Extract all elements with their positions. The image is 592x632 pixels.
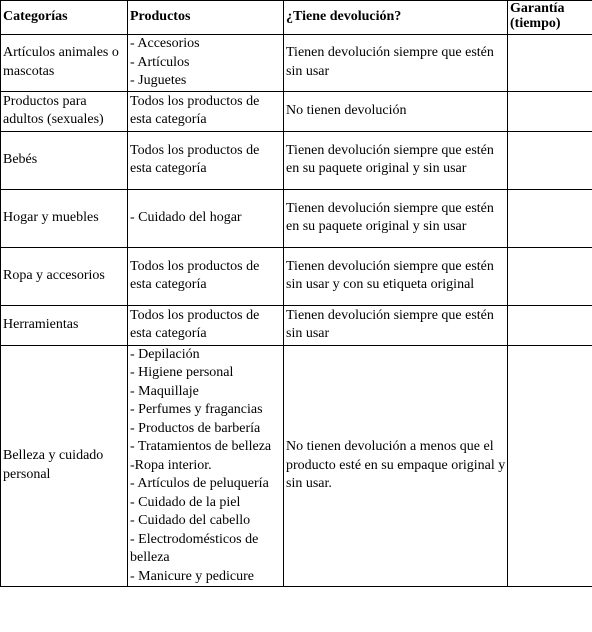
product-item: - Cuidado del cabello [130,513,251,528]
cell-categoria: Ropa y accesorios [1,247,128,305]
cell-categoria: Artículos animales o mascotas [1,35,128,92]
cell-productos [128,189,284,247]
product-item: - Higiene personal [130,365,234,380]
cell-productos [128,35,284,92]
product-item: Todos los productos de esta categoría [130,142,260,176]
product-item: - Productos de barbería [130,420,261,436]
cell-devolucion: Tienen devolución siempre que estén en su paquete original y sin usar [284,189,508,247]
product-item: - Accesorios [130,36,200,51]
product-item: - Depilación [130,346,200,362]
header-devolucion: ¿Tiene devolución? [284,1,508,35]
product-item: - Cuidado de la piel [130,494,241,510]
header-categorias: Categorías [1,1,128,35]
product-item: - Electrodomésticos de belleza [130,531,259,565]
table-row [1,305,592,345]
cell-productos [128,345,284,587]
product-item: - Juguetes [130,73,187,88]
cell-garantia [508,247,592,305]
cell-categoria: Bebés [1,131,128,189]
cell-devolucion: Tienen devolución siempre que estén en su paquete original y sin usar [284,131,508,189]
table-row [1,345,592,587]
header-productos: Productos [128,1,284,35]
cell-productos [128,305,284,345]
table-row [1,131,592,189]
cell-categoria: Belleza y cuidado personal [1,345,128,587]
cell-devolucion: No tienen devolución [284,91,508,131]
cell-categoria: Hogar y muebles [1,189,128,247]
cell-garantia [508,189,592,247]
product-item: - Artículos [130,54,190,70]
table-row [1,35,592,92]
product-item: Todos los productos de esta categoría [130,93,260,127]
cell-productos [128,91,284,131]
cell-productos [128,247,284,305]
product-item: - Cuidado del hogar [130,209,242,225]
cell-devolucion: Tienen devolución siempre que estén sin usar [284,35,508,92]
cell-garantia [508,305,592,345]
product-item: - Maquillaje [130,383,199,399]
table-header-row [1,1,592,35]
cell-devolucion: Tienen devolución siempre que estén sin usar y con su etiqueta original [284,247,508,305]
product-item: Todos los productos de esta categoría [130,307,260,341]
header-garantia: Garantía (tiempo) [508,1,592,35]
table-row [1,189,592,247]
product-item: - Artículos de peluquería [130,476,269,491]
cell-devolucion: Tienen devolución siempre que estén sin usar [284,305,508,345]
table-row [1,247,592,305]
cell-productos [128,131,284,189]
cell-garantia [508,345,592,587]
table-row [1,91,592,131]
product-item: - Manicure y pedicure [130,568,254,584]
product-item: - Tratamientos de belleza [130,439,272,454]
product-item: -Ropa interior. [130,457,212,473]
cell-garantia [508,91,592,131]
cell-categoria: Herramientas [1,305,128,345]
product-item: - Perfumes y fragancias [130,402,263,417]
cell-garantia [508,131,592,189]
cell-garantia [508,35,592,92]
cell-categoria: Productos para adultos (sexuales) [1,91,128,131]
product-item: Todos los productos de esta categoría [130,258,260,292]
cell-devolucion: No tienen devolución a menos que el producto esté en su empaque original y sin usar. [284,345,508,587]
